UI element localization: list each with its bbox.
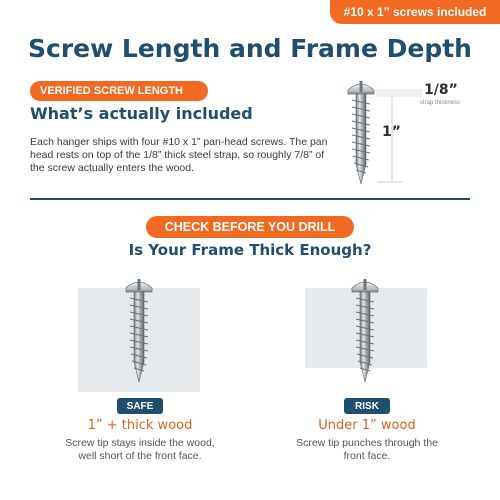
safe-screw [124,276,154,386]
risk-title: Under 1” wood [318,418,416,433]
verified-pill: VERIFIED SCREW LENGTH [30,81,208,101]
risk-badge: RISK [344,398,390,414]
safe-badge: SAFE [117,398,163,414]
risk-description: Screw tip punches through the front face. [296,437,438,462]
screw-icon [126,279,152,382]
screw-icon [352,279,378,382]
included-badge: #10 x 1” screws included [330,0,500,24]
strap-thickness-label: 1/8” [424,82,458,98]
check-heading: Is Your Frame Thick Enough? [128,241,372,259]
check-pill: CHECK BEFORE YOU DRILL [146,216,354,238]
verified-heading: What’s actually included [30,104,253,123]
strap-thickness-note: strap thickness [420,100,461,106]
safe-description: Screw tip stays inside the wood, well short of the front face. [65,437,215,462]
screw-diagram [340,78,490,188]
screw-icon [348,81,374,184]
page-title: Screw Length and Frame Depth [28,34,472,63]
section-divider [30,198,470,200]
verified-paragraph: Each hanger ships with four #10 x 1” pan-head screws. The pan head rests on top of the 1/8” thick steel strap, so roughly 7/8” of the screw actually enters the wood. [30,136,328,174]
screw-length-label: 1” [382,124,401,140]
strap-shape [376,89,422,97]
safe-title: 1” + thick wood [87,418,193,433]
risk-screw [350,276,380,386]
